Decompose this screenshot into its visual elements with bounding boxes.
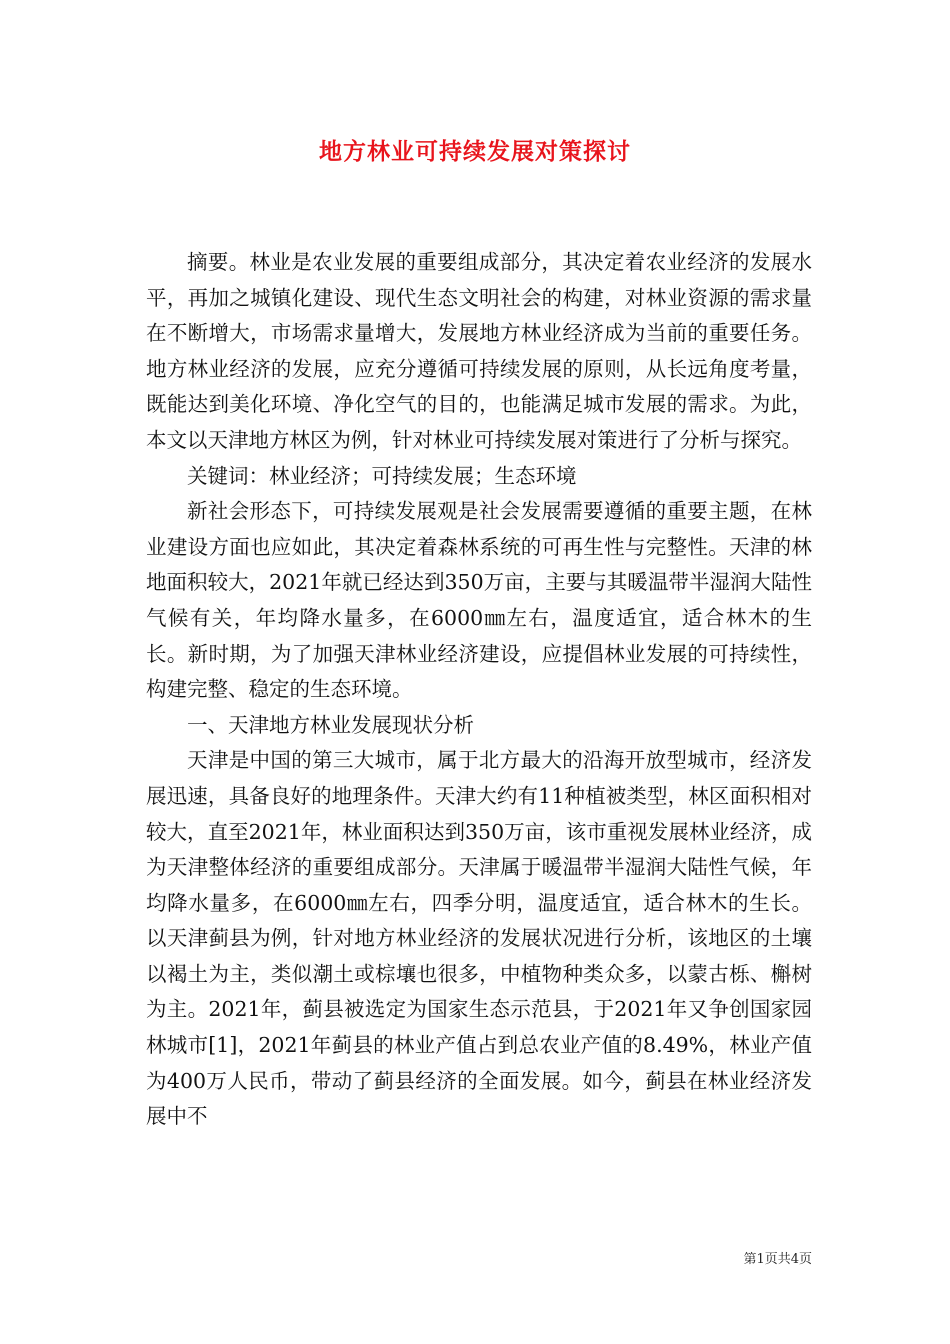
section-paragraph: 天津是中国的第三大城市，属于北方最大的沿海开放型城市，经济发展迅速，具备良好的地理条件。天津大约有11种植被类型，林区面积相对较大，直至2021年，林业面积达到350万亩，该市重视发展林业经济，成为天津整体经济的重要组成部分。天津属于暖温带半湿润大陆性气候，年均降水量多，在6000㎜左右，四季分明，温度适宜，适合林木的生长。以天津蓟县为例，针对地方林业经济的发展状况进行分析，该地区的土壤以褐土为主，类似潮土或棕壤也很多，中植物种类众多，以蒙古栎、槲树为主。2021年，蓟县被选定为国家生态示范县，于2021年又争创国家园林城市[1]，2021年蓟县的林业产值占到总农业产值的8.49%，林业产值为400万人民币，带动了蓟县经济的全面发展。如今，蓟县在林业经济发展中不 [146, 748, 812, 1129]
document-title: 地方林业可持续发展对策探讨 [319, 138, 631, 165]
document-body [146, 245, 812, 1135]
intro-paragraph: 新社会形态下，可持续发展观是社会发展需要遵循的重要主题，在林业建设方面也应如此，其决定着森林系统的可再生性与完整性。天津的林地面积较大，2021年就已经达到350万亩，主要与其暖温带半湿润大陆性气候有关，年均降水量多，在6000㎜左右，温度适宜，适合林木的生长。新时期，为了加强天津林业经济建设，应提倡林业发展的可持续性，构建完整、稳定的生态环境。 [146, 499, 812, 702]
page-number: 第1页共4页 [743, 1252, 812, 1267]
keywords-paragraph: 关键词：林业经济；可持续发展；生态环境 [187, 463, 577, 488]
abstract-paragraph: 摘要。林业是农业发展的重要组成部分，其决定着农业经济的发展水平，再加之城镇化建设、现代生态文明社会的构建，对林业资源的需求量在不断增大，市场需求量增大，发展地方林业经济成为当前的重要任务。地方林业经济的发展，应充分遵循可持续发展的原则，从长远角度考量，既能达到美化环境、净化空气的目的，也能满足城市发展的需求。为此，本文以天津地方林区为例，针对林业可持续发展对策进行了分析与探究。 [146, 250, 812, 452]
section-heading: 一、天津地方林业发展现状分析 [187, 712, 474, 737]
